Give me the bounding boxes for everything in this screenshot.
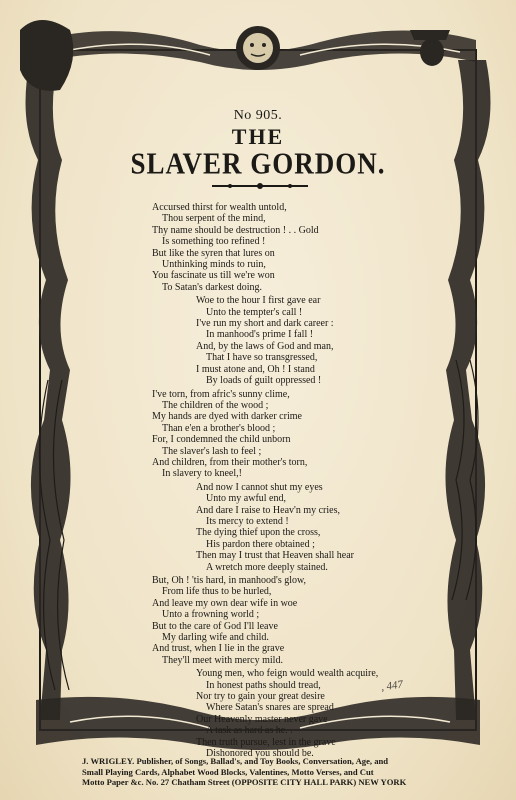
poem-stanza bbox=[152, 482, 452, 573]
poem-line: In honest paths should tread, bbox=[206, 679, 321, 691]
poem-line: Unto my awful end, bbox=[206, 493, 286, 505]
poem-line: But to the care of God I'll leave bbox=[152, 620, 278, 632]
poem-stanza bbox=[152, 668, 452, 759]
poem-line: To Satan's darkest doing. bbox=[162, 281, 262, 293]
poem-line: A task as hard as he. . bbox=[206, 725, 293, 737]
poem-line: Our Heavenly master never gave bbox=[196, 713, 328, 725]
poem-body bbox=[152, 202, 452, 762]
poem-line: The children of the wood ; bbox=[162, 399, 269, 411]
poem-line: You fascinate us till we're won bbox=[152, 270, 275, 282]
poem-line: I must atone and, Oh ! I stand bbox=[196, 363, 315, 375]
handwritten-annotation: , 447 bbox=[380, 678, 404, 694]
poem-line: Nor try to gain your great desire bbox=[196, 691, 325, 703]
imprint-line-2: Small Playing Cards, Alphabet Wood Blocks, Valentines, Motto Verses, and Cut bbox=[82, 766, 374, 777]
poem-line: Thou serpent of the mind, bbox=[162, 213, 266, 225]
poem-line: Than e'en a brother's blood ; bbox=[162, 422, 276, 434]
poem-line: Where Satan's snares are spread bbox=[206, 702, 334, 714]
title-article: THE bbox=[231, 124, 285, 149]
sheet-number: No 905. bbox=[233, 108, 283, 123]
poem-line: And now I cannot shut my eyes bbox=[196, 481, 323, 493]
sun-face-ornament bbox=[236, 26, 280, 70]
poem-line: Unto the tempter's call ! bbox=[206, 306, 303, 318]
poem-line: Young men, who feign would wealth acquire, bbox=[196, 668, 379, 680]
poem-stanza bbox=[152, 389, 452, 480]
poem-line: For, I condemned the child unborn bbox=[152, 434, 291, 446]
poem-line: Is something too refined ! bbox=[162, 236, 266, 248]
publisher-imprint bbox=[82, 756, 482, 788]
poem-line: Accursed thirst for wealth untold, bbox=[152, 202, 287, 213]
title-ornament-rule bbox=[210, 182, 310, 190]
poem-line: Unto a frowning world ; bbox=[162, 609, 260, 621]
poem-line: From life thus to be hurled, bbox=[162, 586, 272, 598]
poem-line: His pardon there obtained ; bbox=[206, 538, 315, 550]
poem-line: And leave my own dear wife in woe bbox=[152, 597, 298, 609]
poem-line: But like the syren that lures on bbox=[152, 247, 275, 259]
poem-line: They'll meet with mercy mild. bbox=[162, 654, 283, 666]
poem-line: In manhood's prime I fall ! bbox=[206, 329, 314, 341]
poem-line: I've torn, from afric's sunny clime, bbox=[152, 388, 290, 400]
poem-line: Woe to the hour I first gave ear bbox=[196, 295, 321, 307]
poem-line: Thy name should be destruction ! . . Gold bbox=[152, 224, 319, 236]
poem-line: Then truth pursue, lest in the grave bbox=[196, 736, 336, 748]
poem-stanza bbox=[152, 295, 452, 386]
poem-line: That I have so transgressed, bbox=[206, 352, 318, 364]
poem-line: And trust, when I lie in the grave bbox=[152, 643, 285, 655]
poem-stanza bbox=[152, 202, 452, 293]
poem-line: And children, from their mother's torn, bbox=[152, 456, 308, 468]
poem-line: Unthinking minds to ruin, bbox=[162, 259, 266, 271]
imprint-line-3: Motto Paper &c. No. 27 Chatham Street (OPPOSITE CITY HALL PARK) NEW YORK bbox=[82, 777, 407, 788]
poem-line: But, Oh ! 'tis hard, in manhood's glow, bbox=[152, 575, 307, 586]
page-title: SLAVER GORDON. bbox=[130, 145, 386, 181]
poem-line: The dying thief upon the cross, bbox=[196, 527, 321, 539]
poem-line: The slaver's lash to feel ; bbox=[162, 445, 262, 457]
poem-line: In slavery to kneel,! bbox=[162, 468, 242, 480]
poem-line: And, by the laws of God and man, bbox=[196, 340, 334, 352]
poem-line: A wretch more deeply stained. bbox=[206, 561, 328, 573]
poem-line: Its mercy to extend ! bbox=[206, 515, 289, 527]
poem-line: I've run my short and dark career : bbox=[196, 318, 334, 330]
poem-line: Then may I trust that Heaven shall hear bbox=[196, 550, 354, 562]
poem-line: My hands are dyed with darker crime bbox=[152, 411, 302, 423]
poem-line: And dare I raise to Heav'n my cries, bbox=[196, 504, 340, 516]
poem-line: My darling wife and child. bbox=[162, 632, 269, 644]
imprint-line-1: J. WRIGLEY. Publisher, of Songs, Ballad's, and Toy Books, Conversation, Age, and bbox=[82, 756, 389, 766]
poem-line: Dishonored you should be. bbox=[206, 748, 314, 760]
poem-stanza bbox=[152, 575, 452, 666]
poem-line: By loads of guilt oppressed ! bbox=[206, 375, 322, 387]
